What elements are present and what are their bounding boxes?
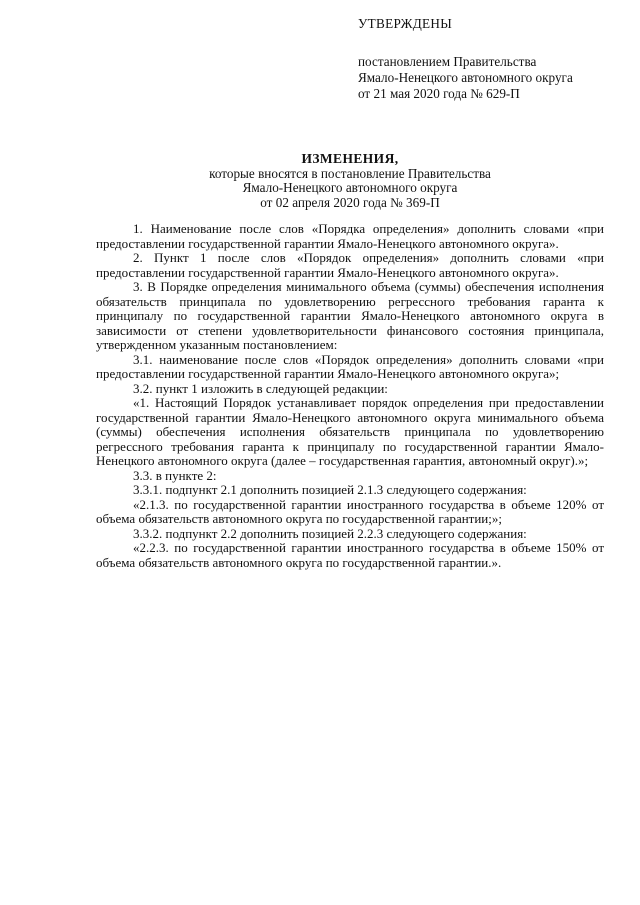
paragraph-3-3: 3.3. в пункте 2: xyxy=(133,467,217,483)
paragraph-3: 3. В Порядке определения минимального объема (суммы) обеспечения исполнения обязательств принципала по удовлетворению регрессного требования гаранта к принципалу по государственной гарантии Ямало-Ненецкого автономного округа в зависимости от степени удовлетворительности финансового состояния принципала, утвержденном указанным постановлением: xyxy=(96,279,604,352)
title-line-2: Ямало-Ненецкого автономного округа xyxy=(242,180,458,195)
paragraph-quote-2-1-3: «2.1.3. по государственной гарантии иностранного государства в объеме 120% от объема обязательств автономного округа по государственной гарантии;»; xyxy=(96,496,604,526)
paragraph-quote-2-2-3: «2.2.3. по государственной гарантии иностранного государства в объеме 150% от объема обязательств автономного округа по государственной гарантии.». xyxy=(96,540,604,570)
document-body xyxy=(96,222,604,570)
paragraph-3-2: 3.2. пункт 1 изложить в следующей редакции: xyxy=(133,380,388,396)
document-title xyxy=(96,152,604,210)
paragraph-3-3-1: 3.3.1. подпункт 2.1 дополнить позицией 2.1.3 следующего содержания: xyxy=(133,482,527,497)
approved-label: УТВЕРЖДЕНЫ xyxy=(358,16,453,31)
paragraph-2: 2. Пункт 1 после слов «Порядок определения» дополнить словами «при предоставлении государственной гарантии Ямало-Ненецкого автономного округа». xyxy=(96,250,604,280)
title-line-1: которые вносятся в постановление Правительства xyxy=(209,165,491,181)
paragraph-3-3-2: 3.3.2. подпункт 2.2 дополнить позицией 2.2.3 следующего содержания: xyxy=(133,525,527,541)
paragraph-quote-1: «1. Настоящий Порядок устанавливает порядок определения при предоставлении государственной гарантии Ямало-Ненецкого автономного округа минимального объема (суммы) обеспечения исполнения обязательств принципала по удовлетворению регрессного требования гаранта к принципалу по государственной гарантии Ямало-Ненецкого автономного округа (далее – государственная гарантия, автономный округ).»; xyxy=(96,395,604,468)
approval-line-1: постановлением Правительства xyxy=(358,54,537,69)
approval-line-3: от 21 мая 2020 года № 629-П xyxy=(358,86,520,101)
approval-line-2: Ямало-Ненецкого автономного округа xyxy=(358,70,573,85)
paragraph-1: 1. Наименование после слов «Порядка определения» дополнить словами «при предоставлении государственной гарантии Ямало-Ненецкого автономного округа». xyxy=(96,221,604,251)
paragraph-3-1: 3.1. наименование после слов «Порядок определения» дополнить словами «при предоставлении государственной гарантии Ямало-Ненецкого автономного округа»; xyxy=(96,351,604,381)
approval-stamp xyxy=(358,16,618,102)
title-line-3: от 02 апреля 2020 года № 369-П xyxy=(260,194,440,210)
title-heading: ИЗМЕНЕНИЯ, xyxy=(301,151,399,166)
